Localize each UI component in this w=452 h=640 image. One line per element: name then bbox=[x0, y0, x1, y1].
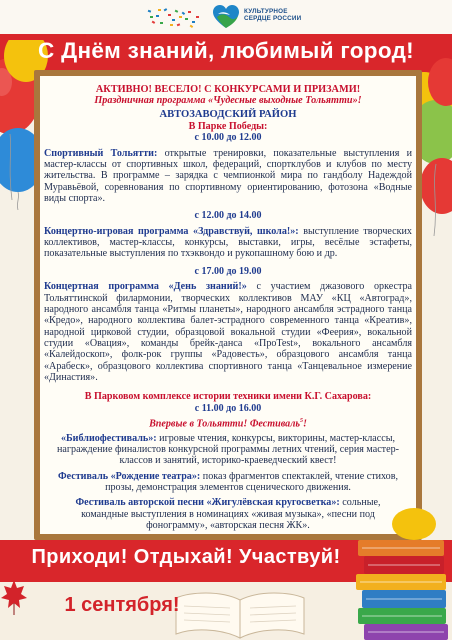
logo-line-2: СЕРДЦЕ РОССИИ bbox=[244, 15, 302, 23]
slot-description bbox=[44, 148, 412, 205]
announcement-content bbox=[44, 84, 412, 531]
slot-text: выступление творческих коллективов, мастер-классы, конкурсы, выставки, игры, весёлые эстафеты, показательные выступления по тхэквондо и рукопашному бою и др. bbox=[44, 225, 412, 260]
festival-mark: 5 bbox=[300, 417, 303, 424]
festival-item-text: игровые чтения, конкурсы, викторины, мастер-классы, награждение финалистов конкурсной программы летних чтений, серия мастер-классов и занятий, историко-краеведческий квест! bbox=[57, 432, 399, 467]
festival-item-text: показ фрагментов спектаклей, чтение стихов, прозы, демонстрация элементов сценического движения. bbox=[105, 470, 399, 494]
slot-time: с 17.00 до 19.00 bbox=[194, 265, 262, 277]
festival-item-text: сольные, командные выступления в номинациях «живая музыка», «песни под фонограмму», «авторская песня ЖК». bbox=[81, 497, 381, 532]
program-title: Праздничная программа «Чудесные выходные Тольятти»! bbox=[94, 95, 362, 107]
slot-description bbox=[44, 226, 412, 260]
logo-line-1: КУЛЬТУРНОЕ bbox=[244, 8, 288, 15]
festival-item bbox=[44, 471, 412, 494]
book-stack-decoration bbox=[354, 502, 452, 640]
festival-title-text: Впервые в Тольятти! Фестиваль bbox=[149, 418, 300, 430]
heart-logo-icon bbox=[212, 4, 240, 30]
slot-text: с участием джазового оркестра Тольяттинской филармонии, творческих коллективов МАУ «КЦ «Автоград», народного ансамбля танца «Ритмы планеты», народного ансамбля эстрадного танца «Кредо», народного коллектива балет-эстрадного современного танца «Креатив», народной цирковой студии, образцовой вокальной студии «Феерия», вокальной студии «Овация», команды брейк-данса «ПроTest», вокального ансамбля «Калейдоскоп», фолк-рок группы «Радовесть», образцового ансамбля танца «Арабеск», образцового коллектива спортивного танца «Танцевальное измерение «Династия». bbox=[44, 281, 413, 383]
complex-time: с 11.00 до 16.00 bbox=[194, 402, 262, 414]
festival-item-name: Фестиваль авторской песни «Жигулёвская кругосветка»: bbox=[75, 497, 340, 509]
logo-text bbox=[244, 8, 301, 23]
tagline: АКТИВНО! ВЕСЕЛО! С КОНКУРСАМИ И ПРИЗАМИ! bbox=[95, 84, 361, 95]
festival-item bbox=[44, 433, 412, 467]
slot-name: Концертная программа «День знаний!» bbox=[44, 281, 247, 293]
slot-time: с 12.00 до 14.00 bbox=[194, 210, 262, 222]
slot-time: с 10.00 до 12.00 bbox=[194, 132, 262, 144]
page-title: С Днём знаний, любимый город! bbox=[38, 38, 414, 63]
district-heading: АВТОЗАВОДСКИЙ РАЙОН bbox=[159, 108, 297, 120]
festival-item-name: «Библиофестиваль»: bbox=[60, 432, 157, 444]
footer-slogan: Приходи! Отдыхай! Участвуй! bbox=[31, 546, 341, 568]
slot-description bbox=[44, 281, 412, 383]
festival-title-end: ! bbox=[303, 418, 307, 430]
festival-title bbox=[44, 416, 412, 430]
slot-name: Спортивный Тольятти: bbox=[44, 147, 158, 159]
complex-heading: В Парковом комплексе истории техники имени К.Г. Сахарова: bbox=[84, 391, 372, 403]
confetti-logo-icon bbox=[146, 7, 202, 29]
park-heading: В Парке Победы: bbox=[188, 121, 268, 133]
event-date: 1 сентября! bbox=[64, 594, 180, 616]
slot-text: открытые тренировки, показательные выступления и мастер-классы от спортивных школ, федераций, спортклубов и клубов по месту жительства. В программе – зарядка с чемпионкой мира по гандболу Надеждой Муравьёвой, соревнования по спортивному ориентированию, фотозона «Водные виды спорта». bbox=[44, 147, 413, 205]
slot-name: Концертно-игровая программа «Здравствуй, школа!»: bbox=[44, 225, 299, 237]
festival-item-name: Фестиваль «Рождение театра»: bbox=[57, 470, 201, 482]
